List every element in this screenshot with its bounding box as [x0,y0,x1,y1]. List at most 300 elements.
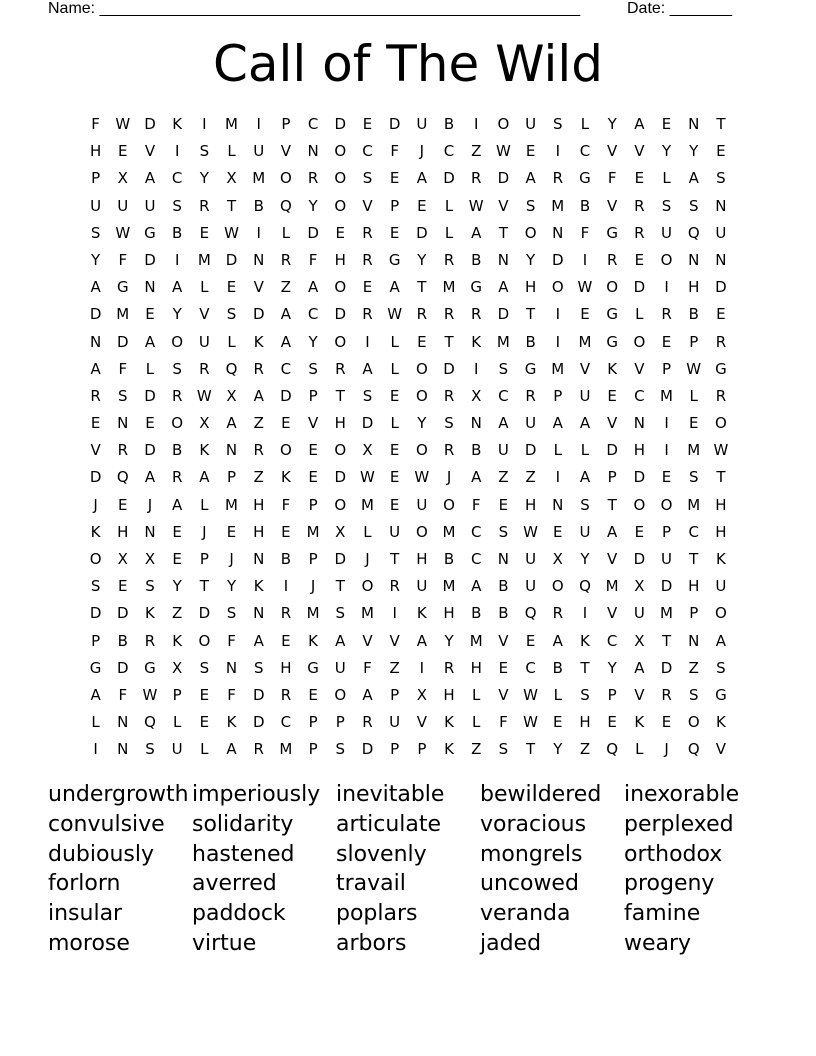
grid-letter: D [117,658,129,677]
grid-letter: M [442,278,456,297]
grid-letter: D [497,305,510,324]
grid-letter: C [362,142,373,161]
grid-letter: S [580,685,590,704]
grid-letter: U [525,550,537,568]
grid-letter: H [688,577,700,596]
grid-letter: L [553,685,562,704]
grid-letter: N [497,550,510,568]
word-list-item: bewildered [480,782,602,807]
grid-row [82,304,742,331]
grid-letter: A [307,278,319,297]
grid-letter: P [662,359,672,378]
grid-letter: E [661,468,672,487]
grid-letter: D [443,359,455,378]
grid-letter: T [526,740,536,759]
grid-letter: S [498,359,509,378]
grid-letter: P [199,550,209,568]
word-list-item: voracious [480,811,587,837]
grid-letter: K [580,631,590,650]
grid-letter: T [226,196,237,215]
word-list-item: weary [624,930,692,956]
grid-letter: T [417,278,427,297]
grid-letter: A [90,278,101,297]
grid-letter: N [552,495,564,514]
word-list-row [48,899,768,929]
grid-letter: R [471,305,482,324]
grid-letter: S [498,522,509,541]
grid-letter: M [116,305,130,324]
grid-letter: S [444,414,454,433]
grid-letter: W [468,196,484,215]
grid-letter: A [525,169,536,188]
grid-letter: N [715,196,727,215]
grid-letter: H [117,522,129,541]
grid-letter: L [200,740,209,759]
grid-letter: P [308,386,318,405]
grid-letter: B [498,604,509,623]
grid-letter: E [498,495,509,514]
grid-letter: B [253,196,264,215]
word-list-item: uncowed [480,871,579,897]
grid-letter: Q [606,740,619,759]
grid-letter: Q [687,740,700,759]
word-list-row [48,869,768,899]
grid-letter: N [688,115,700,133]
grid-row [82,739,742,766]
grid-letter: R [443,658,455,677]
grid-letter: V [389,631,400,650]
grid-letter: V [253,278,264,297]
grid-letter: E [199,713,210,732]
grid-letter: E [661,713,672,732]
grid-letter: M [578,332,592,351]
grid-letter: S [688,685,699,704]
word-list-row [48,810,768,840]
grid-letter: N [225,658,238,677]
grid-row [82,603,742,630]
grid-letter: M [660,604,673,623]
grid-letter: O [171,332,184,351]
grid-letter: N [253,550,265,568]
grid-letter: U [633,604,645,623]
grid-letter: E [389,223,400,242]
grid-letter: U [715,223,727,242]
word-list-item: veranda [480,901,571,927]
grid-letter: S [716,658,726,677]
grid-letter: Y [689,142,699,161]
grid-letter: A [416,169,427,188]
grid-letter: I [474,115,479,133]
grid-letter: K [90,522,101,541]
grid-letter: F [607,169,617,188]
word-list-item: slovenly [336,841,427,867]
grid-letter: U [117,196,129,215]
grid-letter: M [225,495,238,514]
grid-letter: A [280,305,292,324]
word-list-row [48,840,768,870]
grid-letter: A [172,495,183,514]
grid-letter: U [253,142,265,161]
grid-letter: R [117,441,128,460]
grid-letter: D [660,658,673,677]
grid-letter: O [198,631,211,650]
grid-letter: G [606,332,618,351]
grid-letter: W [224,223,239,242]
grid-letter: D [552,250,564,269]
grid-letter: L [200,495,209,514]
grid-letter: O [361,577,374,596]
grid-letter: J [419,142,425,161]
grid-letter: P [390,740,400,759]
grid-letter: I [256,115,261,133]
grid-letter: C [307,115,319,133]
grid-letter: R [443,250,455,269]
grid-letter: T [335,386,345,405]
date-field-label: Date: _______ [627,0,732,17]
grid-letter: D [334,468,347,487]
grid-letter: R [606,250,618,269]
word-list-item: travail [336,871,406,897]
grid-letter: P [689,604,699,623]
grid-letter: L [363,522,372,541]
grid-letter: D [361,740,374,759]
word-list-row [48,780,768,810]
grid-letter: D [252,713,265,732]
grid-letter: P [308,550,318,568]
grid-letter: R [443,441,455,460]
grid-letter: E [226,522,237,541]
grid-letter: X [172,658,183,677]
grid-letter: R [253,359,264,378]
grid-letter: T [689,550,699,568]
grid-letter: D [416,223,428,242]
grid-letter: E [362,115,373,133]
grid-letter: R [661,685,672,704]
grid-letter: D [443,169,455,188]
grid-row [82,332,742,359]
grid-letter: X [335,522,346,541]
grid-letter: O [551,577,564,596]
grid-letter: L [662,169,671,188]
grid-letter: M [605,577,619,596]
grid-letter: O [660,250,673,269]
grid-letter: E [172,550,182,568]
grid-letter: D [606,441,618,460]
grid-letter: A [498,414,509,433]
grid-letter: E [389,495,400,514]
word-list-item: undergrowth [48,782,189,807]
grid-row [82,522,742,549]
grid-letter: R [253,740,264,759]
grid-letter: J [365,550,370,568]
grid-letter: R [416,305,428,324]
grid-letter: O [334,685,347,704]
grid-letter: Y [199,169,209,188]
grid-letter: H [524,495,537,514]
grid-letter: D [198,604,211,623]
grid-letter: E [553,522,563,541]
grid-row [82,413,742,440]
grid-letter: P [553,386,563,405]
word-list-item: poplars [336,901,418,927]
grid-letter: A [471,223,482,242]
grid-letter: E [118,577,128,596]
grid-letter: R [525,386,536,405]
grid-letter: P [607,468,617,487]
grid-letter: D [117,332,129,351]
grid-letter: M [442,522,456,541]
word-list-item: mongrels [480,841,583,867]
grid-letter: E [553,713,563,732]
grid-letter: E [389,169,400,188]
grid-letter: V [416,713,427,732]
grid-letter: O [633,495,646,514]
grid-letter: F [227,685,236,704]
grid-letter: P [227,468,237,487]
grid-letter: W [713,441,729,460]
grid-letter: A [498,278,509,297]
grid-letter: D [497,169,510,188]
grid-letter: S [688,468,699,487]
grid-letter: T [335,577,345,596]
word-list-item: averred [192,871,277,897]
grid-letter: D [633,278,646,297]
grid-letter: O [334,196,347,215]
grid-letter: T [607,495,617,514]
grid-letter: N [144,522,156,541]
word-list-item: solidarity [192,811,294,837]
grid-letter: C [579,142,591,161]
grid-letter: B [172,223,183,242]
grid-row [82,277,742,304]
grid-letter: C [606,631,618,650]
grid-letter: C [443,142,455,161]
word-list-item: famine [624,901,701,927]
grid-letter: V [607,550,618,568]
grid-letter: K [226,713,237,732]
grid-letter: W [523,522,539,541]
grid-letter: K [172,115,183,133]
grid-letter: J [229,550,234,568]
grid-letter: R [634,223,645,242]
letter-grid [82,114,742,767]
grid-letter: V [144,142,156,161]
grid-letter: O [334,441,347,460]
grid-letter: Z [525,468,536,487]
grid-letter: K [471,332,482,351]
grid-letter: T [199,577,209,596]
grid-letter: I [664,441,669,460]
grid-letter: M [225,115,238,133]
grid-letter: K [253,577,264,596]
grid-letter: M [687,495,701,514]
grid-letter: E [634,169,645,188]
grid-letter: D [144,441,156,460]
grid-letter: C [688,522,699,541]
grid-letter: S [253,658,264,677]
grid-letter: O [715,604,727,623]
grid-letter: K [715,713,726,732]
grid-letter: O [551,278,564,297]
grid-letter: V [715,740,727,759]
grid-letter: A [688,169,699,188]
grid-letter: W [523,685,539,704]
grid-letter: E [634,250,645,269]
grid-letter: Y [553,740,563,759]
grid-letter: V [362,196,373,215]
grid-letter: L [91,713,100,732]
grid-letter: H [416,550,428,568]
grid-letter: M [306,522,320,541]
grid-letter: B [688,305,699,324]
grid-letter: N [253,250,265,269]
grid-letter: D [361,414,374,433]
grid-row [82,712,742,739]
grid-letter: Q [225,359,238,378]
grid-letter: F [118,359,128,378]
grid-letter: W [196,386,212,405]
grid-letter: C [171,169,183,188]
grid-letter: U [661,550,673,568]
grid-letter: A [362,359,373,378]
grid-letter: L [635,740,644,759]
grid-letter: O [443,495,455,514]
grid-letter: A [471,577,482,596]
grid-letter: H [443,604,455,623]
grid-letter: L [472,713,481,732]
grid-letter: V [199,305,210,324]
grid-letter: E [226,278,237,297]
grid-letter: R [280,250,292,269]
grid-letter: X [226,386,237,405]
grid-letter: B [552,658,563,677]
grid-letter: R [443,386,455,405]
grid-row [82,168,742,195]
grid-letter: K [607,359,618,378]
grid-letter: H [334,414,346,433]
grid-letter: G [116,278,129,297]
grid-letter: I [555,142,560,161]
grid-letter: R [171,468,183,487]
grid-letter: Y [308,332,318,351]
grid-letter: W [414,468,430,487]
grid-letter: S [199,142,210,161]
grid-letter: I [474,359,479,378]
grid-letter: T [444,332,454,351]
grid-letter: G [144,223,156,242]
grid-letter: D [117,604,129,623]
grid-letter: E [389,468,400,487]
grid-letter: V [498,196,509,215]
grid-letter: W [115,223,131,242]
name-field-label: Name: ______________________________________________________ [48,0,581,17]
grid-letter: O [334,142,347,161]
grid-letter: R [307,169,319,188]
grid-letter: Z [389,658,400,677]
grid-letter: F [227,631,236,650]
grid-letter: D [307,223,319,242]
grid-letter: H [89,142,102,161]
grid-letter: E [716,305,726,324]
word-list-item: progeny [624,871,715,897]
grid-letter: I [256,223,261,242]
grid-letter: D [144,115,156,133]
grid-letter: U [198,332,210,351]
grid-letter: R [715,332,727,351]
grid-letter: U [525,414,537,433]
grid-row [82,440,742,467]
grid-letter: P [390,685,400,704]
grid-letter: V [634,685,645,704]
grid-letter: M [279,740,293,759]
grid-letter: W [387,305,403,324]
grid-letter: X [634,577,645,596]
grid-letter: V [634,359,645,378]
grid-letter: B [443,550,455,568]
grid-letter: L [200,278,209,297]
grid-letter: B [498,577,509,596]
grid-letter: D [252,305,265,324]
grid-row [82,196,742,223]
grid-letter: K [715,550,726,568]
grid-letter: M [360,604,374,623]
grid-letter: O [280,441,292,460]
grid-letter: I [202,115,207,133]
grid-letter: N [225,441,238,460]
grid-letter: M [551,359,565,378]
grid-letter: C [280,359,292,378]
grid-letter: C [525,658,536,677]
grid-letter: J [664,740,669,759]
grid-letter: O [660,495,673,514]
grid-row [82,685,742,712]
grid-letter: L [227,332,236,351]
grid-letter: Z [579,740,591,759]
grid-letter: D [225,250,238,269]
grid-letter: E [661,115,672,133]
grid-letter: P [91,631,101,650]
grid-letter: P [91,169,101,188]
grid-row [82,250,742,277]
grid-letter: E [199,685,210,704]
grid-letter: U [579,522,591,541]
grid-letter: D [144,386,156,405]
grid-letter: E [145,305,155,324]
grid-letter: D [524,441,537,460]
grid-letter: E [308,441,318,460]
grid-letter: R [280,604,292,623]
grid-letter: P [689,332,699,351]
grid-letter: N [715,250,727,269]
grid-letter: D [89,468,102,487]
grid-letter: U [525,115,537,133]
grid-letter: M [252,169,266,188]
grid-letter: A [335,631,346,650]
grid-letter: S [335,740,346,759]
grid-row [82,631,742,658]
grid-letter: Q [687,223,700,242]
grid-letter: S [362,386,373,405]
grid-letter: Q [280,196,292,215]
grid-row [82,576,742,603]
grid-letter: H [524,278,537,297]
grid-letter: H [633,441,645,460]
grid-letter: U [416,577,428,596]
grid-letter: X [634,631,645,650]
grid-letter: O [334,169,347,188]
grid-letter: A [715,631,727,650]
grid-letter: O [415,359,428,378]
